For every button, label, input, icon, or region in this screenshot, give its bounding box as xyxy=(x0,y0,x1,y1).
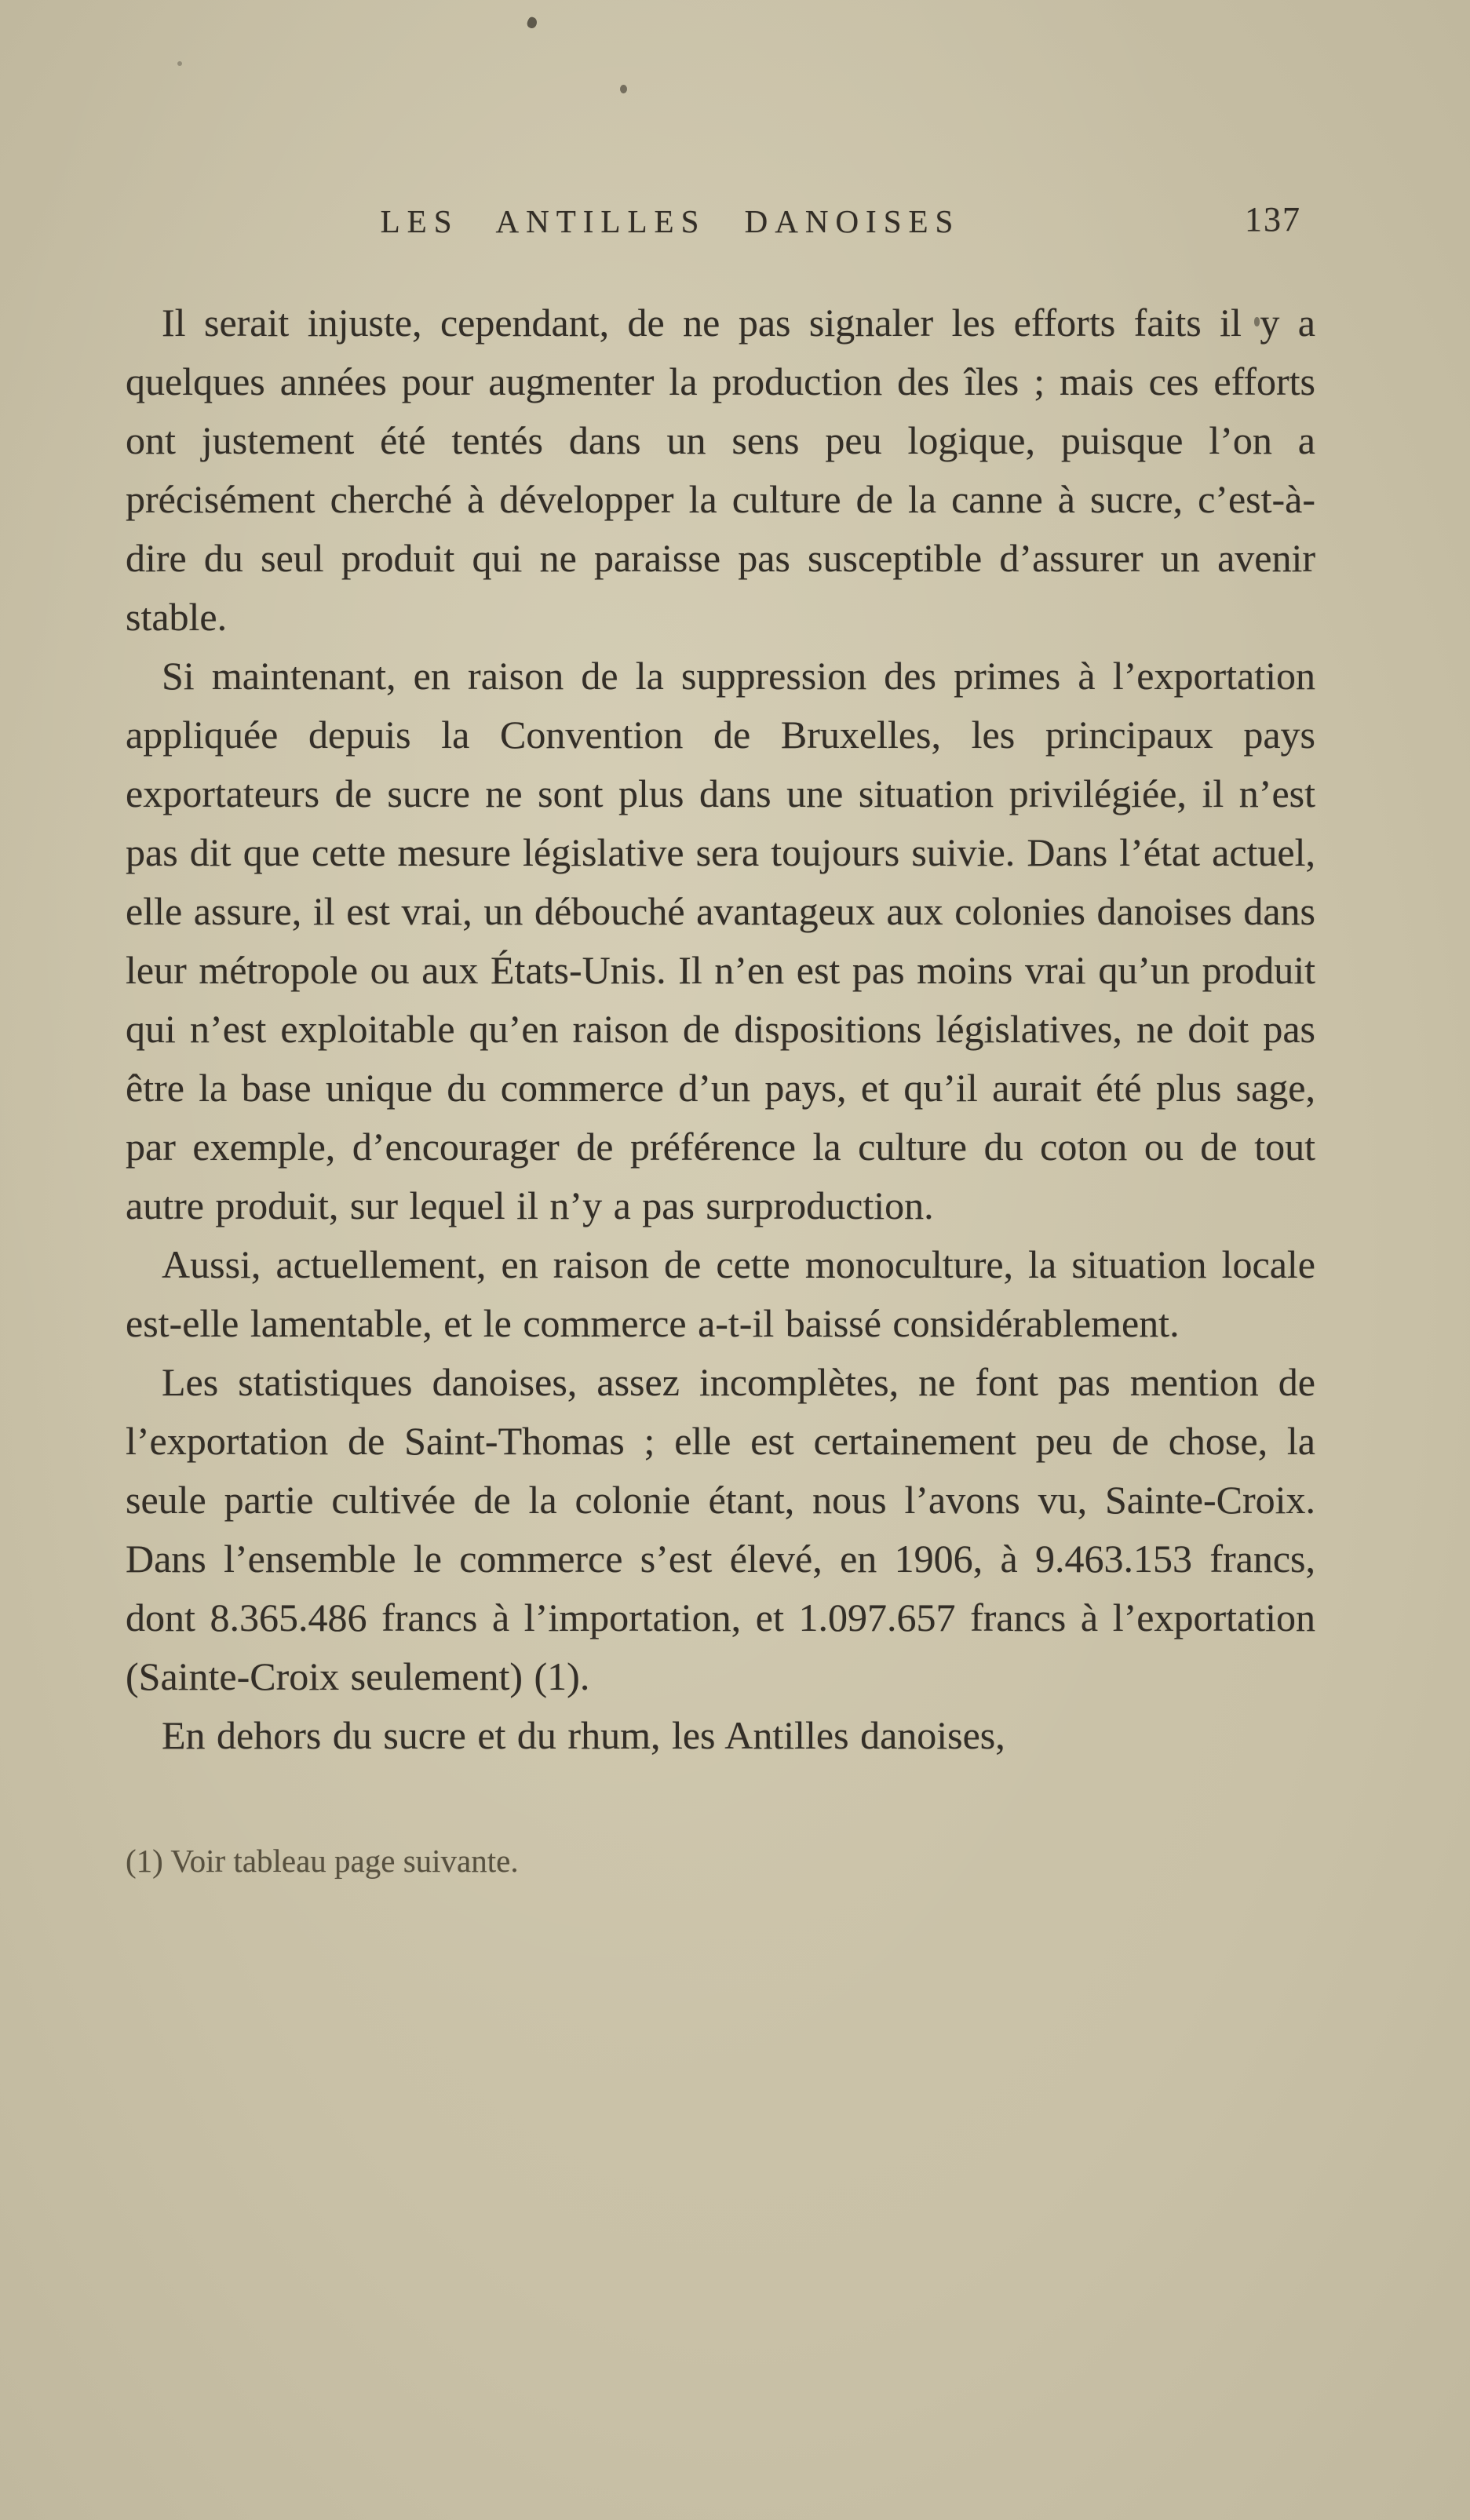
paragraph: Les statistiques danoises, assez incomplètes, ne font pas mention de l’exportation de Saint-Thomas ; elle est certainement peu de chose, la seule partie cultivée de la colonie étant, nous l’avons vu, Sainte-Croix. Dans l’ensemble le commerce s’est élevé, en 1906, à 9.463.153 francs, dont 8.365.486 francs à l’importation, et 1.097.657 francs à l’exportation (Sainte-Croix seulement) (1). xyxy=(126,1360,1315,1698)
footnote: (1) Voir tableau page suivante. xyxy=(126,1843,519,1879)
paragraph: Aussi, actuellement, en raison de cette monoculture, la situation locale est-elle lamentable, et le commerce a-t-il baissé considérablement. xyxy=(126,1242,1315,1345)
paragraph: En dehors du sucre et du rhum, les Antilles danoises, xyxy=(162,1713,1005,1757)
page-content xyxy=(126,202,1315,1881)
paragraph: Il serait injuste, cependant, de ne pas signaler les efforts faits il y a quelques années pour augmenter la production des îles ; mais ces efforts ont justement été tentés dans un sens peu logique, puisque l’on a précisément cherché à développer la culture de la canne à sucre, c’est-à-dire du seul produit qui ne paraisse pas susceptible d’assurer un avenir stable. xyxy=(126,301,1315,639)
scan-speck xyxy=(620,85,627,93)
page-header xyxy=(126,202,1315,257)
running-title: LES ANTILLES DANOISES xyxy=(380,203,961,239)
paragraph: Si maintenant, en raison de la suppression des primes à l’exportation appliquée depuis la Convention de Bruxelles, les principaux pays exportateurs de sucre ne sont plus dans une situation privilégiée, il n’est pas dit que cette mesure législative sera toujours suivie. Dans l’état actuel, elle assure, il est vrai, un débouché avantageux aux colonies danoises dans leur métropole ou aux États-Unis. Il n’en est pas moins vrai qu’un produit qui n’est exploitable qu’en raison de dispositions législatives, ne doit pas être la base unique du commerce d’un pays, et qu’il aurait été plus sage, par exemple, d’encourager de préférence la culture du coton ou de tout autre produit, sur lequel il n’y a pas surproduction. xyxy=(126,654,1315,1227)
scan-speck xyxy=(526,16,539,30)
scan-speck xyxy=(177,61,182,66)
page-number: 137 xyxy=(1245,200,1301,239)
text-block xyxy=(126,294,1315,1765)
